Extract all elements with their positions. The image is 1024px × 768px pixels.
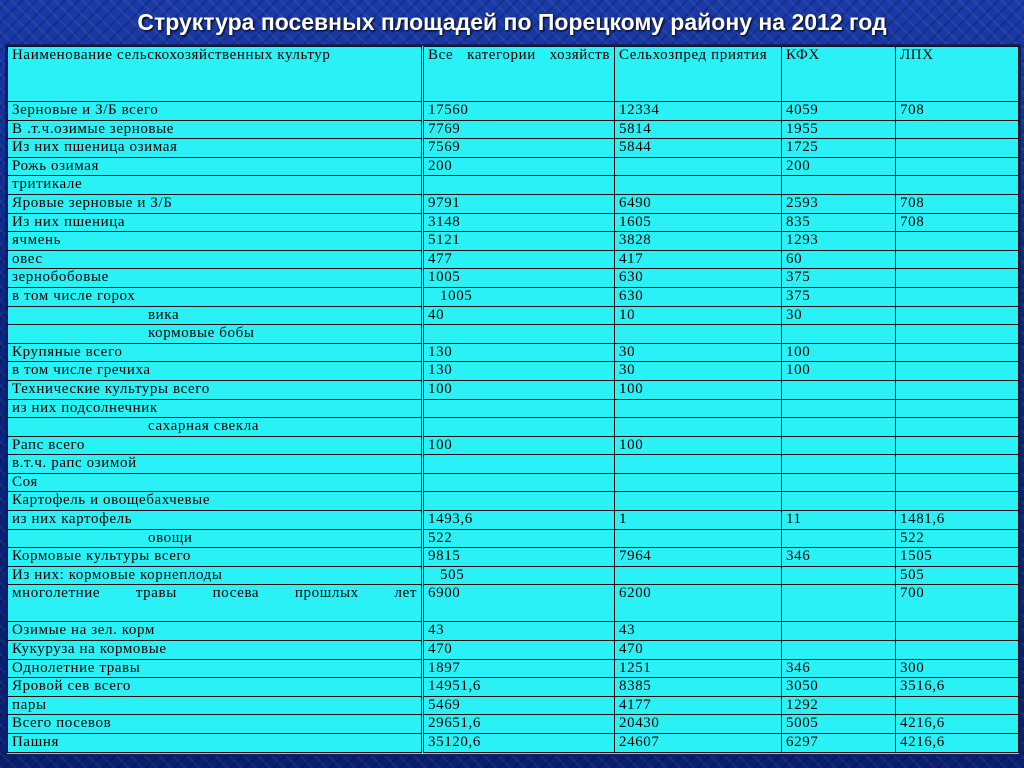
value-cell: 1955 [782, 120, 896, 139]
table-row [8, 529, 1019, 548]
value-cell: 3516,6 [896, 678, 1019, 697]
crop-name-cell: В .т.ч.озимые зерновые [8, 120, 423, 139]
crop-name-cell: Кукуруза на кормовые [8, 641, 423, 660]
value-cell: 4216,6 [896, 715, 1019, 734]
value-cell: 470 [615, 641, 782, 660]
value-cell [896, 399, 1019, 418]
value-cell: 6490 [615, 194, 782, 213]
value-cell: 375 [782, 269, 896, 288]
table-row [8, 306, 1019, 325]
crop-name-cell: в.т.ч. рапс озимой [8, 455, 423, 474]
value-cell [782, 418, 896, 437]
value-cell [615, 399, 782, 418]
table-row [8, 287, 1019, 306]
value-cell: 10 [615, 306, 782, 325]
value-cell: 1725 [782, 139, 896, 158]
crop-name-cell: овощи [8, 529, 423, 548]
value-cell: 100 [782, 343, 896, 362]
value-cell [615, 325, 782, 344]
value-cell: 29651,6 [423, 715, 615, 734]
value-cell [782, 436, 896, 455]
value-cell [782, 380, 896, 399]
value-cell: 1005 [423, 269, 615, 288]
crop-name-cell: Соя [8, 473, 423, 492]
value-cell: 3828 [615, 232, 782, 251]
value-cell: 4059 [782, 102, 896, 121]
table-row [8, 492, 1019, 511]
value-cell: 5844 [615, 139, 782, 158]
value-cell: 7964 [615, 548, 782, 567]
value-cell [896, 157, 1019, 176]
value-cell [896, 455, 1019, 474]
table-row [8, 325, 1019, 344]
table-row [8, 659, 1019, 678]
crop-name-cell: пары [8, 696, 423, 715]
value-cell: 630 [615, 269, 782, 288]
value-cell [896, 306, 1019, 325]
value-cell: 40 [423, 306, 615, 325]
crop-name-cell: овес [8, 250, 423, 269]
value-cell: 5005 [782, 715, 896, 734]
value-cell [782, 325, 896, 344]
value-cell: 346 [782, 659, 896, 678]
table-row [8, 734, 1019, 753]
value-cell: 100 [782, 362, 896, 381]
value-cell [423, 325, 615, 344]
value-cell [423, 418, 615, 437]
crop-name-cell: многолетние травы посева прошлых лет [8, 585, 423, 622]
value-cell: 14951,6 [423, 678, 615, 697]
value-cell [782, 566, 896, 585]
table-row [8, 641, 1019, 660]
value-cell: 505 [896, 566, 1019, 585]
value-cell [782, 622, 896, 641]
value-cell: 100 [615, 380, 782, 399]
value-cell: 43 [615, 622, 782, 641]
crop-name-cell: Технические культуры всего [8, 380, 423, 399]
crop-name-cell: из них картофель [8, 511, 423, 530]
value-cell: 9815 [423, 548, 615, 567]
value-cell: 130 [423, 362, 615, 381]
value-cell [615, 157, 782, 176]
crop-name-cell: из них подсолнечник [8, 399, 423, 418]
value-cell [896, 641, 1019, 660]
value-cell: 700 [896, 585, 1019, 622]
value-cell [782, 641, 896, 660]
value-cell: 477 [423, 250, 615, 269]
table-row [8, 548, 1019, 567]
value-cell: 3148 [423, 213, 615, 232]
value-cell: 5121 [423, 232, 615, 251]
value-cell: 6200 [615, 585, 782, 622]
value-cell: 100 [423, 380, 615, 399]
value-cell [423, 473, 615, 492]
value-cell [896, 325, 1019, 344]
crop-name-cell: Пашня [8, 734, 423, 753]
value-cell: 100 [615, 436, 782, 455]
value-cell [896, 492, 1019, 511]
table-row [8, 585, 1019, 622]
value-cell: 5469 [423, 696, 615, 715]
table-row [8, 120, 1019, 139]
value-cell: 1481,6 [896, 511, 1019, 530]
value-cell: 30 [615, 362, 782, 381]
table-row [8, 696, 1019, 715]
value-cell [782, 176, 896, 195]
value-cell [782, 585, 896, 622]
value-cell: 7769 [423, 120, 615, 139]
value-cell: 30 [782, 306, 896, 325]
crop-name-cell: ячмень [8, 232, 423, 251]
crop-name-cell: Кормовые культуры всего [8, 548, 423, 567]
crop-name-cell: вика [8, 306, 423, 325]
value-cell [896, 120, 1019, 139]
value-cell: 1897 [423, 659, 615, 678]
crop-name-cell: в том числе горох [8, 287, 423, 306]
value-cell: 5814 [615, 120, 782, 139]
value-cell: 346 [782, 548, 896, 567]
value-cell: 1292 [782, 696, 896, 715]
value-cell [896, 343, 1019, 362]
value-cell: 522 [423, 529, 615, 548]
value-cell [896, 139, 1019, 158]
value-cell [615, 176, 782, 195]
value-cell: 6297 [782, 734, 896, 753]
table-row [8, 102, 1019, 121]
value-cell: 200 [782, 157, 896, 176]
table-row [8, 139, 1019, 158]
value-cell [896, 696, 1019, 715]
value-cell [896, 269, 1019, 288]
value-cell [615, 566, 782, 585]
crop-name-cell: Из них: кормовые корнеплоды [8, 566, 423, 585]
header-crop-name: Наименование сельскохозяйственных культур [8, 47, 423, 102]
table-row [8, 455, 1019, 474]
header-all-categories: Все категории хозяйств [423, 47, 615, 102]
value-cell: 130 [423, 343, 615, 362]
value-cell [782, 529, 896, 548]
crop-name-cell: тритикале [8, 176, 423, 195]
value-cell [896, 622, 1019, 641]
value-cell [896, 287, 1019, 306]
table-row [8, 213, 1019, 232]
table-row [8, 418, 1019, 437]
table-row [8, 678, 1019, 697]
table-row [8, 232, 1019, 251]
value-cell: 6900 [423, 585, 615, 622]
value-cell: 100 [423, 436, 615, 455]
value-cell: 200 [423, 157, 615, 176]
value-cell: 1493,6 [423, 511, 615, 530]
crop-name-cell: зернобобовые [8, 269, 423, 288]
value-cell [615, 473, 782, 492]
value-cell: 708 [896, 102, 1019, 121]
crop-name-cell: кормовые бобы [8, 325, 423, 344]
page-title: Структура посевных площадей по Порецкому району на 2012 год [137, 9, 887, 35]
value-cell [423, 492, 615, 511]
value-cell: 1005 [423, 287, 615, 306]
value-cell: 1605 [615, 213, 782, 232]
value-cell: 60 [782, 250, 896, 269]
value-cell: 3050 [782, 678, 896, 697]
value-cell: 417 [615, 250, 782, 269]
value-cell: 2593 [782, 194, 896, 213]
value-cell: 630 [615, 287, 782, 306]
value-cell [896, 418, 1019, 437]
value-cell: 11 [782, 511, 896, 530]
crop-name-cell: Яровой сев всего [8, 678, 423, 697]
table-row [8, 473, 1019, 492]
value-cell: 470 [423, 641, 615, 660]
crop-name-cell: сахарная свекла [8, 418, 423, 437]
table-row [8, 250, 1019, 269]
value-cell: 522 [896, 529, 1019, 548]
value-cell [615, 455, 782, 474]
value-cell: 708 [896, 213, 1019, 232]
table-row [8, 194, 1019, 213]
value-cell [896, 250, 1019, 269]
value-cell: 35120,6 [423, 734, 615, 753]
value-cell [423, 176, 615, 195]
table-header-row [8, 47, 1019, 102]
crop-name-cell: Однолетние травы [8, 659, 423, 678]
crop-name-cell: Картофель и овощебахчевые [8, 492, 423, 511]
crop-name-cell: Зерновые и З/Б всего [8, 102, 423, 121]
table-row [8, 436, 1019, 455]
value-cell: 7569 [423, 139, 615, 158]
table-row [8, 622, 1019, 641]
table-row [8, 343, 1019, 362]
value-cell [615, 418, 782, 437]
value-cell: 1505 [896, 548, 1019, 567]
value-cell: 1 [615, 511, 782, 530]
value-cell [896, 380, 1019, 399]
value-cell: 1251 [615, 659, 782, 678]
value-cell [782, 473, 896, 492]
value-cell: 30 [615, 343, 782, 362]
crop-name-cell: Озимые на зел. корм [8, 622, 423, 641]
crop-name-cell: в том числе гречиха [8, 362, 423, 381]
crop-structure-table-container [5, 44, 1021, 756]
header-agri-enterprises: Сельхозпред приятия [615, 47, 782, 102]
crop-name-cell: Рожь озимая [8, 157, 423, 176]
value-cell [896, 232, 1019, 251]
value-cell: 4177 [615, 696, 782, 715]
crop-name-cell: Яровые зерновые и З/Б [8, 194, 423, 213]
value-cell [615, 492, 782, 511]
value-cell [782, 399, 896, 418]
value-cell: 708 [896, 194, 1019, 213]
value-cell: 8385 [615, 678, 782, 697]
table-row [8, 380, 1019, 399]
value-cell: 17560 [423, 102, 615, 121]
crop-name-cell: Крупяные всего [8, 343, 423, 362]
crop-name-cell: Из них пшеница [8, 213, 423, 232]
value-cell: 835 [782, 213, 896, 232]
crop-name-cell: Из них пшеница озимая [8, 139, 423, 158]
table-row [8, 566, 1019, 585]
value-cell: 1293 [782, 232, 896, 251]
table-row [8, 399, 1019, 418]
table-row [8, 269, 1019, 288]
value-cell: 43 [423, 622, 615, 641]
value-cell: 300 [896, 659, 1019, 678]
crop-name-cell: Рапс всего [8, 436, 423, 455]
value-cell: 12334 [615, 102, 782, 121]
value-cell: 24607 [615, 734, 782, 753]
value-cell [896, 473, 1019, 492]
value-cell: 9791 [423, 194, 615, 213]
table-row [8, 176, 1019, 195]
value-cell [423, 455, 615, 474]
header-kfh: КФХ [782, 47, 896, 102]
crop-structure-table [7, 46, 1019, 753]
value-cell [896, 436, 1019, 455]
value-cell [782, 455, 896, 474]
value-cell [896, 176, 1019, 195]
value-cell [423, 399, 615, 418]
value-cell: 20430 [615, 715, 782, 734]
value-cell: 505 [423, 566, 615, 585]
value-cell [896, 362, 1019, 381]
value-cell: 4216,6 [896, 734, 1019, 753]
crop-name-cell: Всего посевов [8, 715, 423, 734]
header-lph: ЛПХ [896, 47, 1019, 102]
value-cell [615, 529, 782, 548]
value-cell [782, 492, 896, 511]
table-row [8, 511, 1019, 530]
value-cell: 375 [782, 287, 896, 306]
table-row [8, 715, 1019, 734]
table-row [8, 362, 1019, 381]
table-row [8, 157, 1019, 176]
